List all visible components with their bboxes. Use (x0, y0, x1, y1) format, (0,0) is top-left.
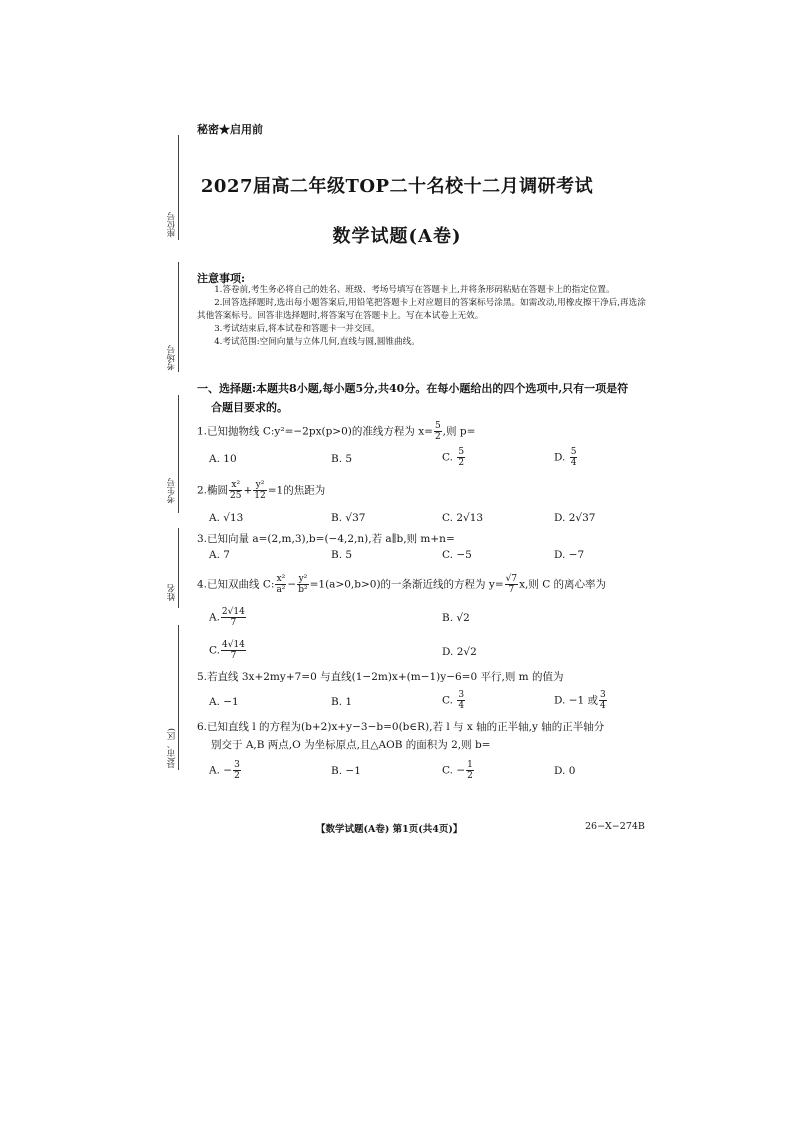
binding-line (178, 625, 179, 770)
question-stem: =1(a>0,b>0)的一条渐近线的方程为 y= (309, 578, 504, 591)
option-a[interactable]: A. −1 (209, 696, 239, 708)
fraction: $\frac{\text{x²}}{25}$ (230, 480, 242, 501)
option-c[interactable]: C. − $\frac{1}{2}$ (442, 760, 473, 781)
fraction: $\frac{5}{2}$ (434, 421, 441, 442)
option-c[interactable]: C. $\frac{3}{4}$ (442, 690, 465, 711)
notice-item: 2.回答选择题时,选出每小题答案后,用铅笔把答题卡上对应题目的答案标号涂黑。如需改动,用橡皮擦干净后,再选涂其他答案标号。回答非选择题时,将答案写在答题卡上。写在本试卷上无效。 (197, 298, 646, 321)
option-d[interactable]: D. 0 (554, 765, 576, 777)
option-c[interactable]: C. $\frac{4√14}{7}$ (209, 640, 245, 661)
question-1 (197, 421, 649, 442)
question-stem: 1.已知抛物线 C:y²=−2px(p>0)的准线方程为 x= (197, 425, 433, 438)
notice-heading: 注意事项: (197, 272, 246, 285)
option-c[interactable]: C. −5 (442, 549, 472, 561)
option-b[interactable]: B. √37 (331, 512, 366, 524)
binding-line (178, 395, 179, 513)
question-2: 2.椭圆 $\frac{\text{x²}}{25}$ + $\frac{\text{y²}}{12}$ =1的焦距为 (197, 480, 326, 501)
question-stem: 6.已知直线 l 的方程为(b+2)x+y−3−b=0(b∈R),若 l 与 x 轴的正半轴,y 轴的正半轴分 (197, 721, 605, 733)
fraction: $\frac{√7}{7}$ (505, 574, 518, 595)
page-footer: 【数学试题(A卷) 第1页(共4页)】 (316, 824, 463, 835)
question-stem: =1的焦距为 (267, 484, 326, 497)
option-d[interactable]: D. 2√37 (554, 512, 596, 524)
question-stem: x,则 C 的离心率为 (519, 578, 607, 591)
notice-item: 4.考试范围:空间向量与立体几何,直线与圆,圆锥曲线。 (214, 337, 420, 347)
option-a[interactable]: A. $\frac{2√14}{7}$ (209, 607, 245, 628)
option-c[interactable]: C. 2√13 (442, 512, 484, 524)
question-stem: 4.已知双曲线 C: (197, 578, 275, 591)
option-b[interactable]: B. −1 (331, 765, 361, 777)
question-6 (197, 720, 649, 753)
question-stem: 别交于 A,B 两点,O 为坐标原点,且△AOB 的面积为 2,则 b= (211, 739, 491, 751)
option-b[interactable]: B. 5 (331, 549, 353, 561)
exam-subtitle: 数学试题(A卷) (332, 226, 462, 247)
option-b[interactable]: B. 5 (331, 453, 353, 465)
confidential-mark: 秘密★启用前 (197, 123, 263, 136)
question-stem: 2.椭圆 (197, 484, 229, 497)
fraction: $\frac{\text{y²}}{12}$ (254, 480, 266, 501)
option-a[interactable]: A. 7 (209, 549, 230, 561)
question-stem: ,则 p= (442, 425, 476, 438)
section-heading-line2: 合题目要求的。 (211, 401, 288, 414)
notice-item: 3.考试结束后,将本试卷和答题卡一并交回。 (214, 324, 380, 334)
question-4: 4.已知双曲线 C: $\frac{\text{x²}}{\text{a²}}$ − $\frac{\text{y²}}{\text{b²}}$ =1(a>0,b>0)的一条渐近线的方程为 y= $\frac{√7}{7}$ x,则 C 的离心率为 (197, 574, 607, 595)
section-heading-line1: 一、选择题:本题共8小题,每小题5分,共40分。在每小题给出的四个选项中,只有一项是符 (197, 382, 629, 395)
question-5: 5.若直线 3x+2my+7=0 与直线(1−2m)x+(m−1)y−6=0 平行,则 m 的值为 (197, 671, 564, 683)
name-label: 姓名 (167, 584, 177, 601)
option-d[interactable]: D. 2√2 (442, 646, 477, 658)
option-d[interactable]: D. −1 或 $\frac{3}{4}$ (554, 690, 606, 711)
fraction: $\frac{\text{y²}}{\text{b²}}$ (298, 574, 308, 595)
paper-code: 26−X−274B (585, 821, 645, 832)
binding-line (178, 528, 179, 608)
notice-list (197, 284, 647, 349)
notice-item: 1.答卷前,考生务必将自己的姓名、班级、考场号填写在答题卡上,并将条形码粘贴在答题卡上的指定位置。 (214, 285, 615, 295)
option-c[interactable]: C. $\frac{5}{2}$ (442, 447, 465, 468)
option-a[interactable]: A. − $\frac{3}{2}$ (209, 760, 240, 781)
candidate-number-label: 考生号 (167, 478, 177, 504)
question-3: 3.已知向量 a=(2,m,3),b=(−4,2,n),若 a∥b,则 m+n= (197, 533, 455, 545)
section-heading (197, 379, 649, 417)
option-b[interactable]: B. √2 (442, 612, 470, 624)
option-a[interactable]: A. √13 (209, 512, 244, 524)
option-a[interactable]: A. 10 (209, 453, 237, 465)
exam-title: 2027届高二年级TOP二十名校十二月调研考试 (200, 176, 594, 197)
county-label: 县(市、区) (167, 728, 177, 769)
binding-line (178, 262, 179, 372)
option-d[interactable]: D. −7 (554, 549, 585, 561)
seat-number-label: 座位号 (167, 212, 177, 238)
option-b[interactable]: B. 1 (331, 696, 353, 708)
exam-room-label: 考场号 (167, 345, 177, 371)
option-d[interactable]: D. $\frac{5}{4}$ (554, 447, 577, 468)
fraction: $\frac{\text{x²}}{\text{a²}}$ (276, 574, 286, 595)
